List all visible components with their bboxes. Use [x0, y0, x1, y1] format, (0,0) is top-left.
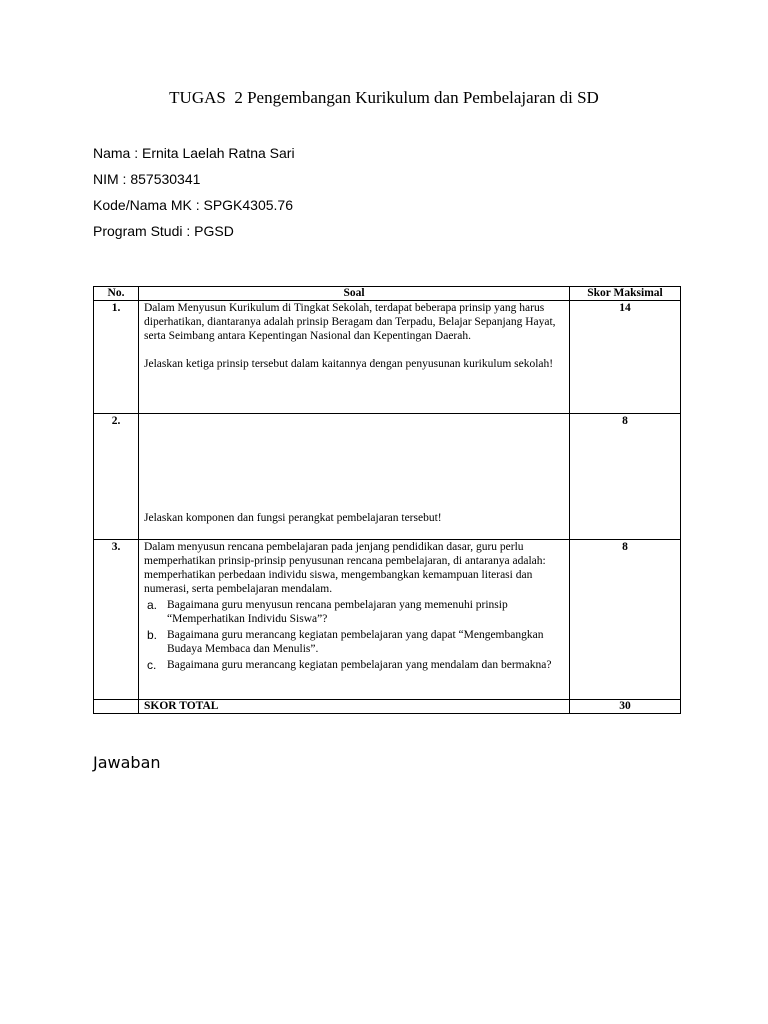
document-title: TUGAS 2 Pengembangan Kurikulum dan Pembelajaran di SD — [169, 88, 599, 107]
question-text: Dalam Menyusun Kurikulum di Tingkat Sekolah, terdapat beberapa prinsip yang harus diperhatikan, diantaranya adalah prinsip Beragam dan Terpadu, Belajar Sepanjang Hayat, serta Seimbang antara Kepentingan Nasional dan Kepentingan Daerah. — [144, 302, 556, 342]
list-item-text: Bagaimana guru merancang kegiatan pembelajaran yang mendalam dan bermakna? — [167, 659, 552, 671]
header-skor: Skor Maksimal — [570, 287, 681, 301]
table-row — [94, 301, 681, 414]
list-marker: c. — [147, 658, 157, 672]
list-item — [144, 598, 564, 626]
total-row — [94, 700, 681, 714]
info-nama: Nama : Ernita Laelah Ratna Sari — [93, 145, 295, 161]
question-instruction: Jelaskan ketiga prinsip tersebut dalam kaitannya dengan penyusunan kurikulum sekolah! — [144, 358, 554, 370]
table-row — [94, 414, 681, 540]
answer-heading: Jawaban — [93, 753, 161, 772]
header-soal: Soal — [139, 287, 570, 301]
question-cell — [139, 414, 570, 540]
sub-question-list — [144, 598, 564, 672]
row-number: 3. — [94, 540, 139, 700]
list-marker: b. — [147, 628, 158, 642]
max-score: 8 — [570, 414, 681, 540]
info-program-studi: Program Studi : PGSD — [93, 223, 234, 239]
table-header-row — [94, 287, 681, 301]
list-marker: a. — [147, 598, 158, 612]
max-score: 14 — [570, 301, 681, 414]
list-item — [144, 628, 564, 656]
list-item-text: Bagaimana guru menyusun rencana pembelajaran yang memenuhi prinsip “Memperhatikan Individu Siswa”? — [167, 599, 508, 625]
info-kode-mk: Kode/Nama MK : SPGK4305.76 — [93, 197, 293, 213]
table-row — [94, 540, 681, 700]
max-score: 8 — [570, 540, 681, 700]
question-instruction: Jelaskan komponen dan fungsi perangkat pembelajaran tersebut! — [144, 512, 442, 524]
list-item — [144, 658, 564, 672]
question-cell — [139, 301, 570, 414]
total-label: SKOR TOTAL — [139, 700, 570, 714]
total-empty-cell — [94, 700, 139, 714]
questions-table — [93, 286, 681, 714]
question-cell — [139, 540, 570, 700]
row-number: 2. — [94, 414, 139, 540]
info-nim: NIM : 857530341 — [93, 171, 201, 187]
list-item-text: Bagaimana guru merancang kegiatan pembelajaran yang dapat “Mengembangkan Budaya Membaca dan Menulis”. — [167, 629, 544, 655]
header-no: No. — [94, 287, 139, 301]
total-value: 30 — [570, 700, 681, 714]
question-text: Dalam menyusun rencana pembelajaran pada jenjang pendidikan dasar, guru perlu memperhatikan prinsip-prinsip penyusunan rencana pembelajaran, di antaranya adalah: memperhatikan perbedaan individu siswa, mengembangkan kemampuan literasi dan numerasi, serta pembelajaran mendalam. — [144, 541, 546, 595]
row-number: 1. — [94, 301, 139, 414]
